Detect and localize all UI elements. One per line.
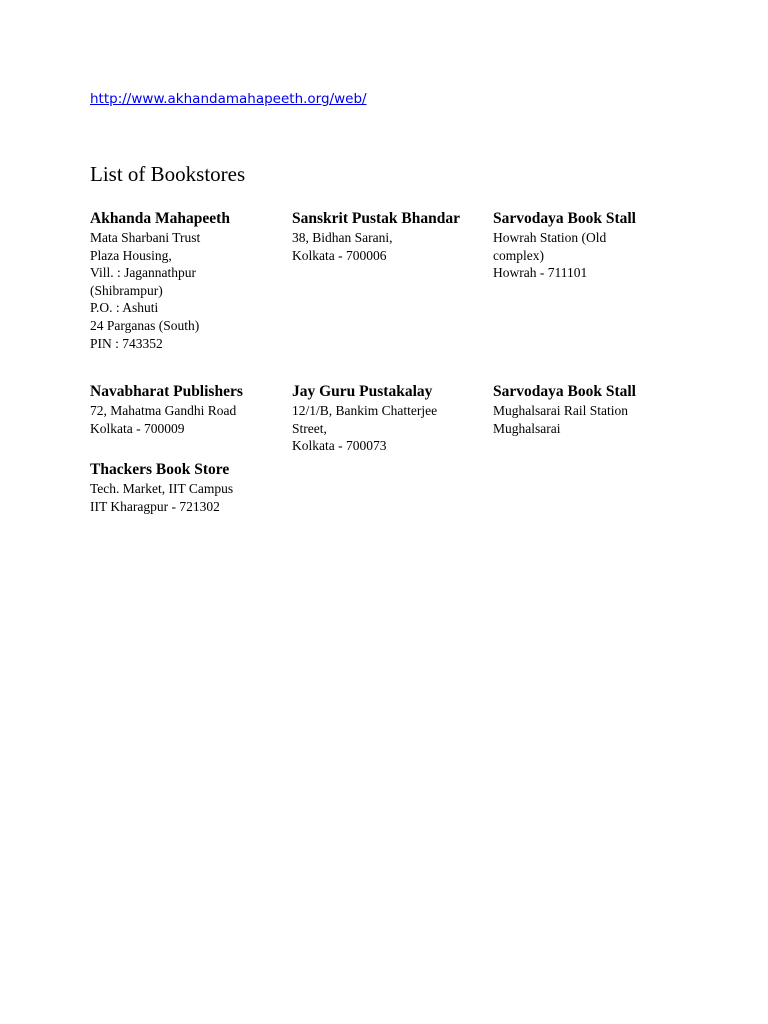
address-line: PIN : 743352 <box>90 335 163 351</box>
address-line: Mughalsarai <box>493 420 561 436</box>
address-line: Kolkata - 700006 <box>292 247 387 263</box>
store-entry <box>493 382 688 437</box>
address-line: IIT Kharagpur - 721302 <box>90 498 220 514</box>
store-name: Jay Guru Pustakalay <box>292 383 433 400</box>
store-name: Sarvodaya Book Stall <box>493 210 636 227</box>
store-name: Thackers Book Store <box>90 461 230 478</box>
address-line: 12/1/B, Bankim Chatterjee <box>292 403 438 418</box>
website-link[interactable]: http://www.akhandamahapeeth.org/web/ <box>90 91 367 107</box>
store-entry <box>90 460 285 515</box>
store-name: Navabharat Publishers <box>90 383 243 400</box>
address-line: Street, <box>292 420 327 436</box>
store-address <box>90 229 285 352</box>
address-line: Mata Sharbani Trust <box>90 230 201 245</box>
address-line: Mughalsarai Rail Station <box>493 403 628 418</box>
store-address <box>90 480 285 515</box>
store-entry <box>90 382 285 437</box>
store-entry <box>90 209 285 352</box>
store-entry <box>493 209 688 282</box>
address-line: P.O. : Ashuti <box>90 300 159 316</box>
address-line: Kolkata - 700009 <box>90 420 185 436</box>
address-line: 24 Parganas (South) <box>90 317 200 333</box>
address-line: 38, Bidhan Sarani, <box>292 230 393 245</box>
store-name: Sarvodaya Book Stall <box>493 383 636 400</box>
page-title: List of Bookstores <box>90 162 246 186</box>
address-line: Vill. : Jagannathpur <box>90 265 197 281</box>
address-line: Howrah Station (Old <box>493 230 607 245</box>
store-address <box>90 402 285 437</box>
store-entry <box>292 382 487 455</box>
address-line: 72, Mahatma Gandhi Road <box>90 403 237 418</box>
store-address <box>493 229 688 282</box>
store-name: Sanskrit Pustak Bhandar <box>292 210 460 227</box>
address-line: Kolkata - 700073 <box>292 438 387 454</box>
address-line: Plaza Housing, <box>90 247 172 263</box>
address-line: complex) <box>493 247 544 263</box>
store-name: Akhanda Mahapeeth <box>90 210 230 227</box>
store-address <box>292 402 487 455</box>
store-address <box>292 229 487 264</box>
address-line: Howrah - 711101 <box>493 265 588 281</box>
store-entry <box>292 209 487 264</box>
store-address <box>493 402 688 437</box>
address-line: (Shibrampur) <box>90 282 163 298</box>
address-line: Tech. Market, IIT Campus <box>90 481 234 496</box>
